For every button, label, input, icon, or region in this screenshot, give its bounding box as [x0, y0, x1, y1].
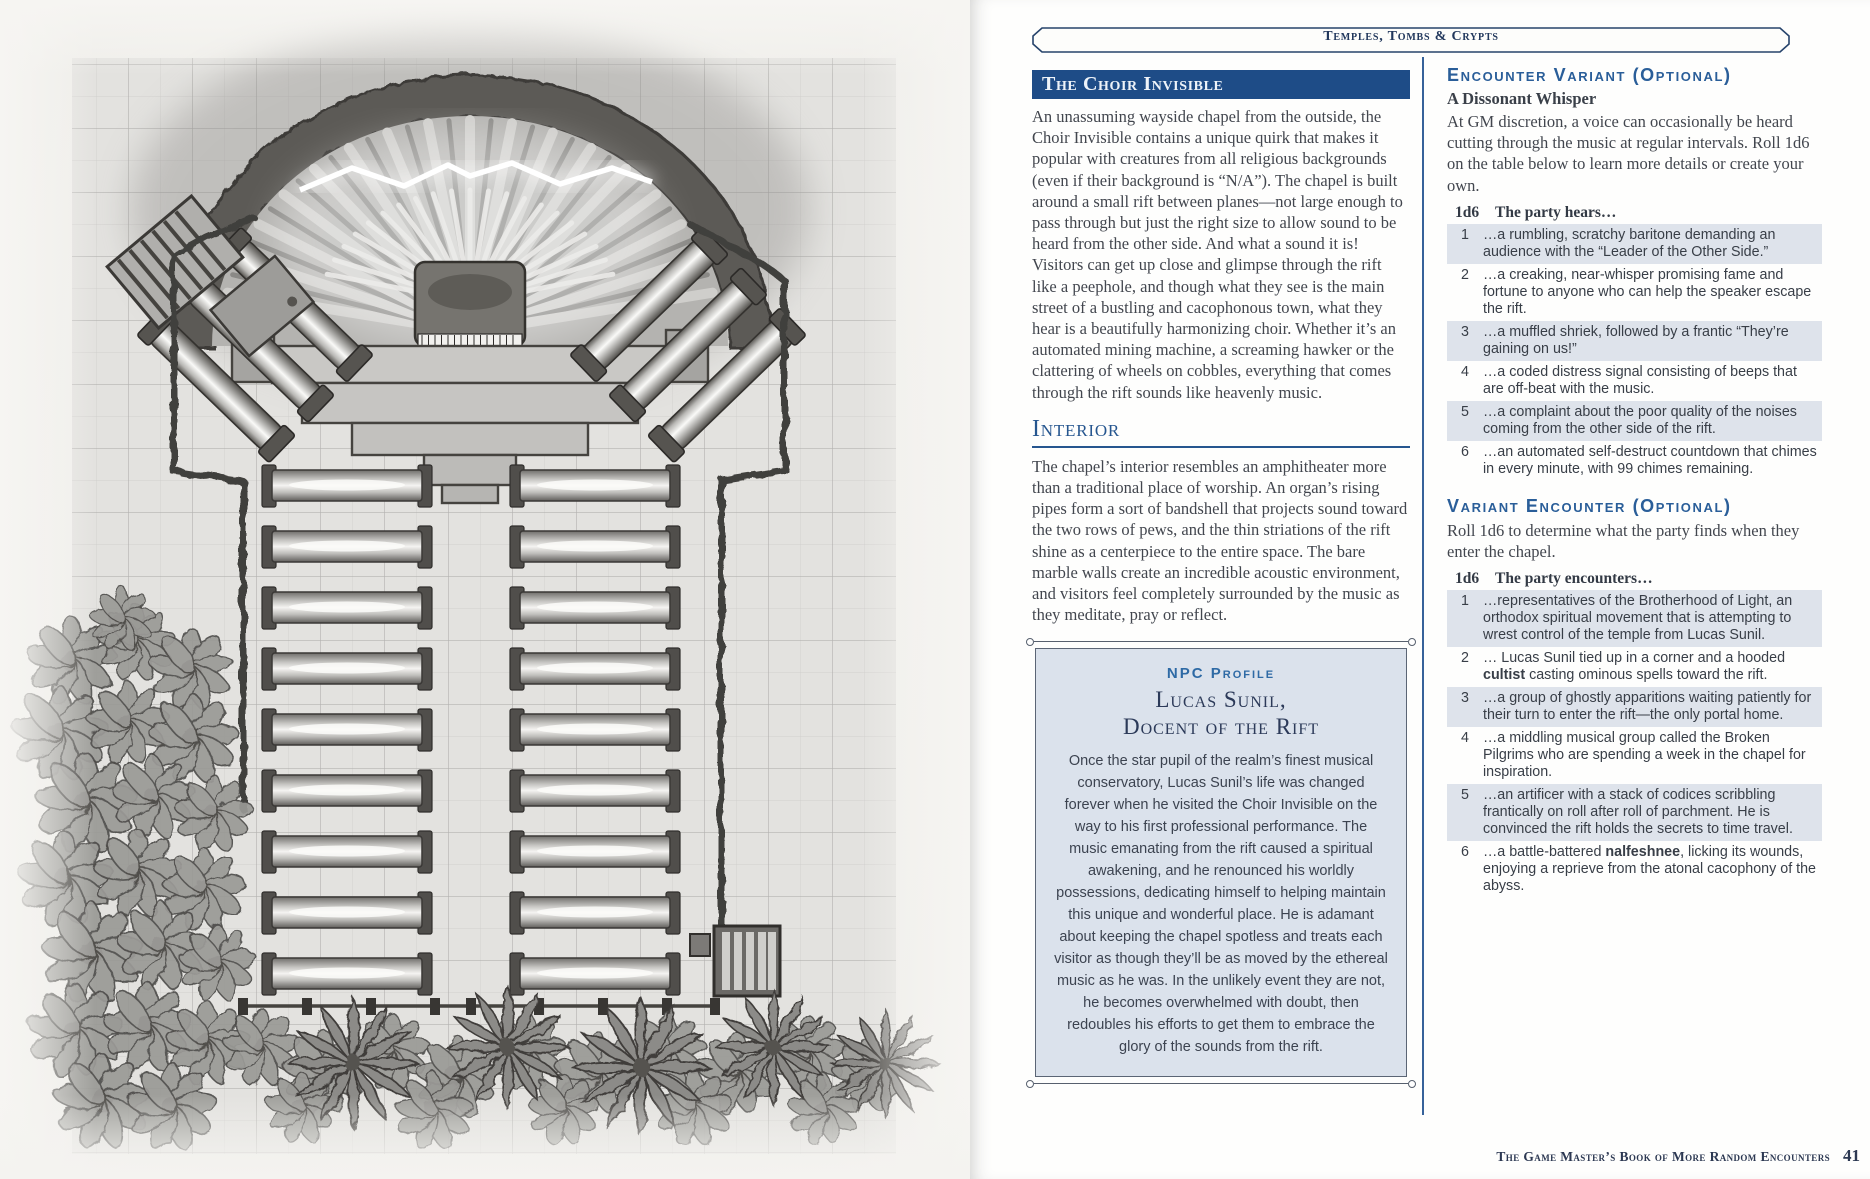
- die-roll: 6: [1461, 443, 1469, 460]
- table-row: [1447, 784, 1822, 841]
- intro-paragraph: An unassuming wayside chapel from the outside, the Choir Invisible contains a unique quirk that makes it popular with creatures from all religious backgrounds (even if their background is “N/A”). The chapel is built around a small rift between planes—not large enough to pass through but just the right size to allow sound to be heard from the other side. And what a sound it is! Visitors can get up close and glimpse through the rift like a peephole, and though what they see is the main street of a bustling and cacophonous town, what they hear is a beautifully harmonizing choir. Whether it’s an automated mining machine, a screaming hawker or the clattering of wheels on cobbles, everything that comes through the rift sounds like heavenly music.: [1032, 107, 1403, 402]
- result-text: … Lucas Sunil tied up in a corner and a hooded cultist casting ominous spells toward the rift.: [1483, 650, 1786, 684]
- table-row: [1447, 321, 1822, 361]
- variant-encounter-heading: Variant Encounter (Optional): [1447, 495, 1732, 516]
- result-text: …a battle-battered nalfeshnee, licking its wounds, enjoying a reprieve from the atonal cacophony of the abyss.: [1483, 844, 1817, 895]
- npc-kicker: NPC Profile: [1166, 665, 1276, 683]
- article-title: The Choir Invisible: [1042, 73, 1224, 95]
- die-roll: 3: [1461, 323, 1469, 340]
- die-roll: 2: [1461, 650, 1469, 667]
- result-text: …a rumbling, scratchy baritone demanding an audience with the “Leader of the Other Side.”: [1483, 226, 1776, 260]
- table-row: [1447, 441, 1822, 481]
- decorative-rule-bottom: [1034, 1083, 1408, 1084]
- table-row: [1447, 647, 1822, 687]
- die-roll: 6: [1461, 844, 1469, 861]
- table-header-row: [1447, 203, 1822, 224]
- die-roll: 4: [1461, 363, 1469, 380]
- book-title: The Game Master’s Book of More Random Encounters: [1496, 1149, 1830, 1164]
- table-header-row: [1447, 569, 1822, 590]
- result-text: …representatives of the Brotherhood of Light, an orthodox spiritual movement that is attempting to wrest control of the temple from Lucas Sunil.: [1483, 593, 1793, 644]
- variant-encounter-intro: Roll 1d6 to determine what the party finds when they enter the chapel.: [1447, 520, 1800, 562]
- result-column-header: The party encounters…: [1495, 570, 1653, 588]
- table-row: [1447, 264, 1822, 321]
- die-roll: 5: [1461, 787, 1469, 804]
- npc-name-line-2: Docent of the Rift: [1122, 714, 1320, 740]
- section-banner: [1032, 27, 1790, 53]
- interior-paragraph: The chapel’s interior resembles an amphitheater more than a traditional place of worship. An organ’s rising pipes form a sort of bandshell that projects sound toward the two rows of pews, and the thin striations of the rift shine as a centerpiece to the entire space. The bare marble walls create an incredible acoustic environment, and visitors feel completely surrounded by the music as they meditate, pray or reflect.: [1032, 456, 1408, 625]
- npc-name-line-1: Lucas Sunil,: [1155, 687, 1287, 713]
- table-row: [1447, 361, 1822, 401]
- result-text: …a middling musical group called the Broken Pilgrims who are spending a week in the chapel for inspiration.: [1483, 730, 1806, 781]
- encounter-variant-subheading: A Dissonant Whisper: [1447, 89, 1597, 108]
- table-row: [1447, 401, 1822, 441]
- article-column-right: [1447, 64, 1822, 898]
- decorative-rule-top: [1034, 641, 1408, 642]
- table-row: [1447, 727, 1822, 784]
- encounter-variant-heading: Encounter Variant (Optional): [1447, 65, 1732, 85]
- result-text: …a coded distress signal consisting of beeps that are off-beat with the music.: [1483, 363, 1797, 397]
- table-row: [1447, 590, 1822, 647]
- result-text: …an automated self-destruct countdown that chimes in every minute, with 99 chimes remaining.: [1483, 443, 1817, 477]
- column-divider: [1422, 57, 1424, 1115]
- die-roll: 4: [1461, 730, 1469, 747]
- result-text: …an artificer with a stack of codices scribbling frantically on roll after roll of parchment. He is convinced the rift holds the secrets to time travel.: [1483, 787, 1793, 838]
- article-title-bar: [1032, 70, 1410, 99]
- article-column-left: [1032, 70, 1410, 1084]
- npc-name: [1054, 686, 1388, 740]
- page-footer: [1496, 1146, 1860, 1166]
- npc-description: Once the star pupil of the realm’s finest musical conservatory, Lucas Sunil’s life was changed forever when he visited the Choir Invisible on the way to his first professional performance. The music emanating from the rift caused a spiritual awakening, and he renounced his worldly possessions, dedicating himself to helping maintain this unique and wonderful place. He is adamant about keeping the chapel spotless and treats each visitor as though they’ll be as moved by the ethereal music as he was. In the unlikely event they are not, he becomes overwhelmed with doubt, then redoubles his efforts to get them to embrace the glory of the sounds from the rift.: [1054, 753, 1388, 1056]
- die-roll: 2: [1461, 266, 1469, 283]
- result-text: …a group of ghostly apparitions waiting patiently for their turn to enter the rift—the only portal home.: [1483, 690, 1812, 724]
- page-number: 41: [1843, 1146, 1860, 1165]
- die-column-header: 1d6: [1455, 203, 1480, 221]
- die-roll: 5: [1461, 403, 1469, 420]
- die-roll: 1: [1461, 593, 1469, 610]
- result-text: …a muffled shriek, followed by a frantic “They’re gaining on us!”: [1483, 323, 1789, 357]
- encounter-variant-intro: At GM discretion, a voice can occasionally be heard cutting through the music at regular intervals. Roll 1d6 on the table below to learn more details or create your own.: [1447, 112, 1810, 195]
- die-roll: 1: [1461, 226, 1469, 243]
- variant-encounter-table: [1447, 569, 1822, 898]
- npc-box-body: [1035, 648, 1407, 1077]
- die-roll: 3: [1461, 690, 1469, 707]
- table-row: [1447, 841, 1822, 898]
- npc-profile-box: [1032, 641, 1410, 1084]
- result-column-header: The party hears…: [1495, 203, 1617, 221]
- banner-title: Temples, Tombs & Crypts: [1323, 29, 1499, 44]
- die-column-header: 1d6: [1455, 570, 1480, 588]
- result-text: …a complaint about the poor quality of the noises coming from the other side of the rift.: [1483, 403, 1797, 437]
- table-row: [1447, 687, 1822, 727]
- result-text: …a creaking, near-whisper promising fame and fortune to anyone who can help the speaker escape the rift.: [1483, 266, 1812, 317]
- article-page: [970, 0, 1870, 1179]
- encounter-variant-table: [1447, 203, 1822, 481]
- interior-heading: Interior: [1032, 416, 1410, 448]
- table-row: [1447, 224, 1822, 264]
